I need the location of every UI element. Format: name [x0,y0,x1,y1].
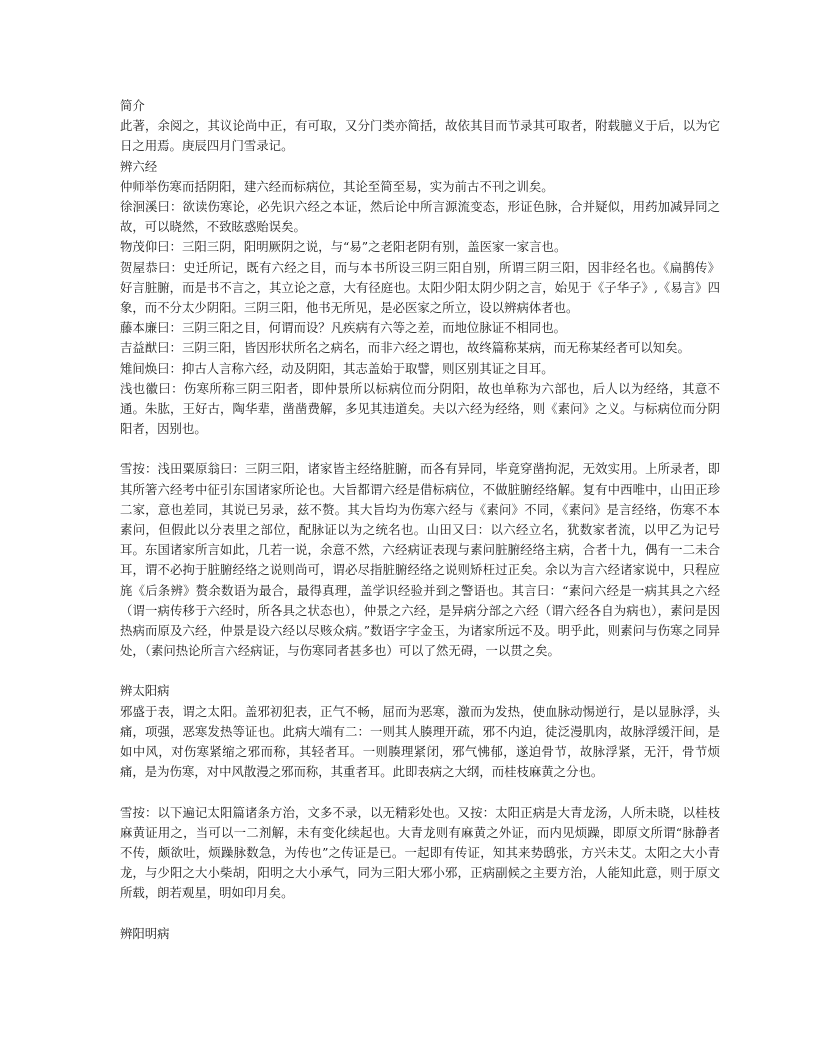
taiyang-note: 雪按：以下遍记太阳篇诸条方治，文多不录，以无精彩处也。又按：太阳正病是大青龙汤，人所未晓，以桂枝麻黄证用之，当可以一二剂解，未有变化续起也。大青龙则有麻黄之外证，而内见烦躁，即原文所谓“脉静者不传，颇欲吐，烦躁脉数急，为传也”之传证是已。一起即有传证，知其来势鸱张，方兴未艾。太阳之大小青龙，与少阳之大小柴胡，阳明之大小承气，同为三阳大邪小邪，正病副候之主要方治，人能知此意，则于原文所载，朗若观星，明如印月矣。 [120,804,720,901]
liujing-paragraph: 藤本廉曰：三阴三阳之目，何谓而设？凡疾病有六等之差，而地位脉证不相同也。 [120,320,567,336]
liujing-paragraph: 雉间焕曰：抑古人言称六经，动及阴阳，其志盖始于取譬，则区别其证之目耳。 [120,360,554,376]
liujing-paragraph: 物茂仰曰：三阳三阴，阳明厥阴之说，与“易”之老阳老阴有别，盖医家一家言也。 [120,239,567,255]
liujing-paragraph: 仲师举伤寒而括阴阳，建六经而标病位，其论至简至易，实为前古不刊之训矣。 [120,178,554,194]
taiyang-paragraph: 邪盛于表，谓之太阳。盖邪初犯表，正气不畅，屈而为恶寒，激而为发热，使血脉动惕逆行，是以显脉浮，头痛，项强，恶寒发热等证也。此病大端有二：一则其人腠理开疏，邪不内迫，徒泛漫肌肉，故脉浮缓汗间，是如中风，对伤寒紧缩之邪而称，其轻者耳。一则腠理紧闭，邪气怫郁，遂迫骨节，故脉浮紧，无汗，骨节烦痛，是为伤寒，对中风散漫之邪而称，其重者耳。此即表病之大纲，而桂枝麻黄之分也。 [120,703,720,780]
liujing-heading: 辨六经 [120,158,158,174]
liujing-paragraph: 吉益猷曰：三阴三阳，皆因形状所名之病名，而非六经之谓也，故终篇称某病，而无称某经者可以知矣。 [120,340,690,356]
spacer [120,904,720,924]
liujing-note: 雪按：浅田粟原翁曰：三阴三阳，诸家皆主经络脏腑，而各有异同，毕竟穿凿拘泥，无效实用。上所录者，即其所箸六经考中征引东国诸家所论也。大旨都谓六经是借标病位，不做脏腑经络解。复有中西唯中，山田正珍二家，意也差同，其说已另录，兹不赘。其大旨均为伤寒六经与《素问》不同，《素问》是言经络，伤寒不本素问，但假此以分表里之部位，配脉证以为之统名也。山田又曰：以六经立名，犹数家者流，以甲乙为记号耳。东国诸家所言如此，几若一说，余意不然，六经病证表现与素问脏腑经络主病，合者十九，偶有一二未合耳，谓不必拘于脏腑经络之说则尚可，谓必尽指脏腑经络之说则矫枉过正矣。余以为言六经诸家说中，只程应旄《后条辨》赘余数语为最合，最得真理，盖学识经验并到之警语也。其言曰：“素问六经是一病其具之六经（谓一病传移于六经时，所各具之状态也），仲景之六经，是异病分部之六经（谓六经各自为病也），素问是因热病而原及六经，仲景是设六经以尽赅众病。”数语字字金玉，为诸家所远不及。明乎此，则素问与伤寒之同异处，（素问热论所言六经病证，与伤寒同者甚多也）可以了然无碍，一以贯之矣。 [120,461,720,659]
spacer [120,661,720,681]
spacer [120,439,720,459]
liujing-paragraph: 贺屋恭曰：史迁所记，既有六经之目，而与本书所设三阴三阳自别，所谓三阴三阳，因非经名也。《扁鹊传》好言脏腑，而是书不言之，其立论之意，大有径庭也。太阳少阳太阴少阴之言，始见于《子华子》,《易言》四象，而不分太少阴阳。三阴三阳，他书无所见，是必医家之所立，设以辨病体者也。 [120,259,720,316]
spacer [120,783,720,803]
taiyang-heading: 辨太阳病 [120,683,170,699]
yangming-heading: 辨阳明病 [120,925,170,941]
liujing-paragraph: 浅也徽曰：伤寒所称三阴三阳者，即仲景所以标病位而分阴阳，故也单称为六部也，后人以为经络，其意不通。朱肱，王好古，陶华辈，凿凿费解，多见其违道矣。夫以六经为经络，则《素问》之义。与标病位而分阴阳者，因别也。 [120,380,720,437]
liujing-paragraph: 徐洄溪曰：欲读伤寒论，必先识六经之本证，然后论中所言源流变态，形证色脉，合并疑似，用药加减异同之故，可以晓然，不致眩惑贻误矣。 [120,199,720,235]
intro-heading: 简介 [120,98,145,113]
document-page [120,96,720,944]
intro-paragraph: 此著，余阅之，其议论尚中正，有可取，又分门类亦简括，故依其目而节录其可取者，附载臆义于后，以为它日之用焉。庚辰四月门雪录记。 [120,118,720,154]
